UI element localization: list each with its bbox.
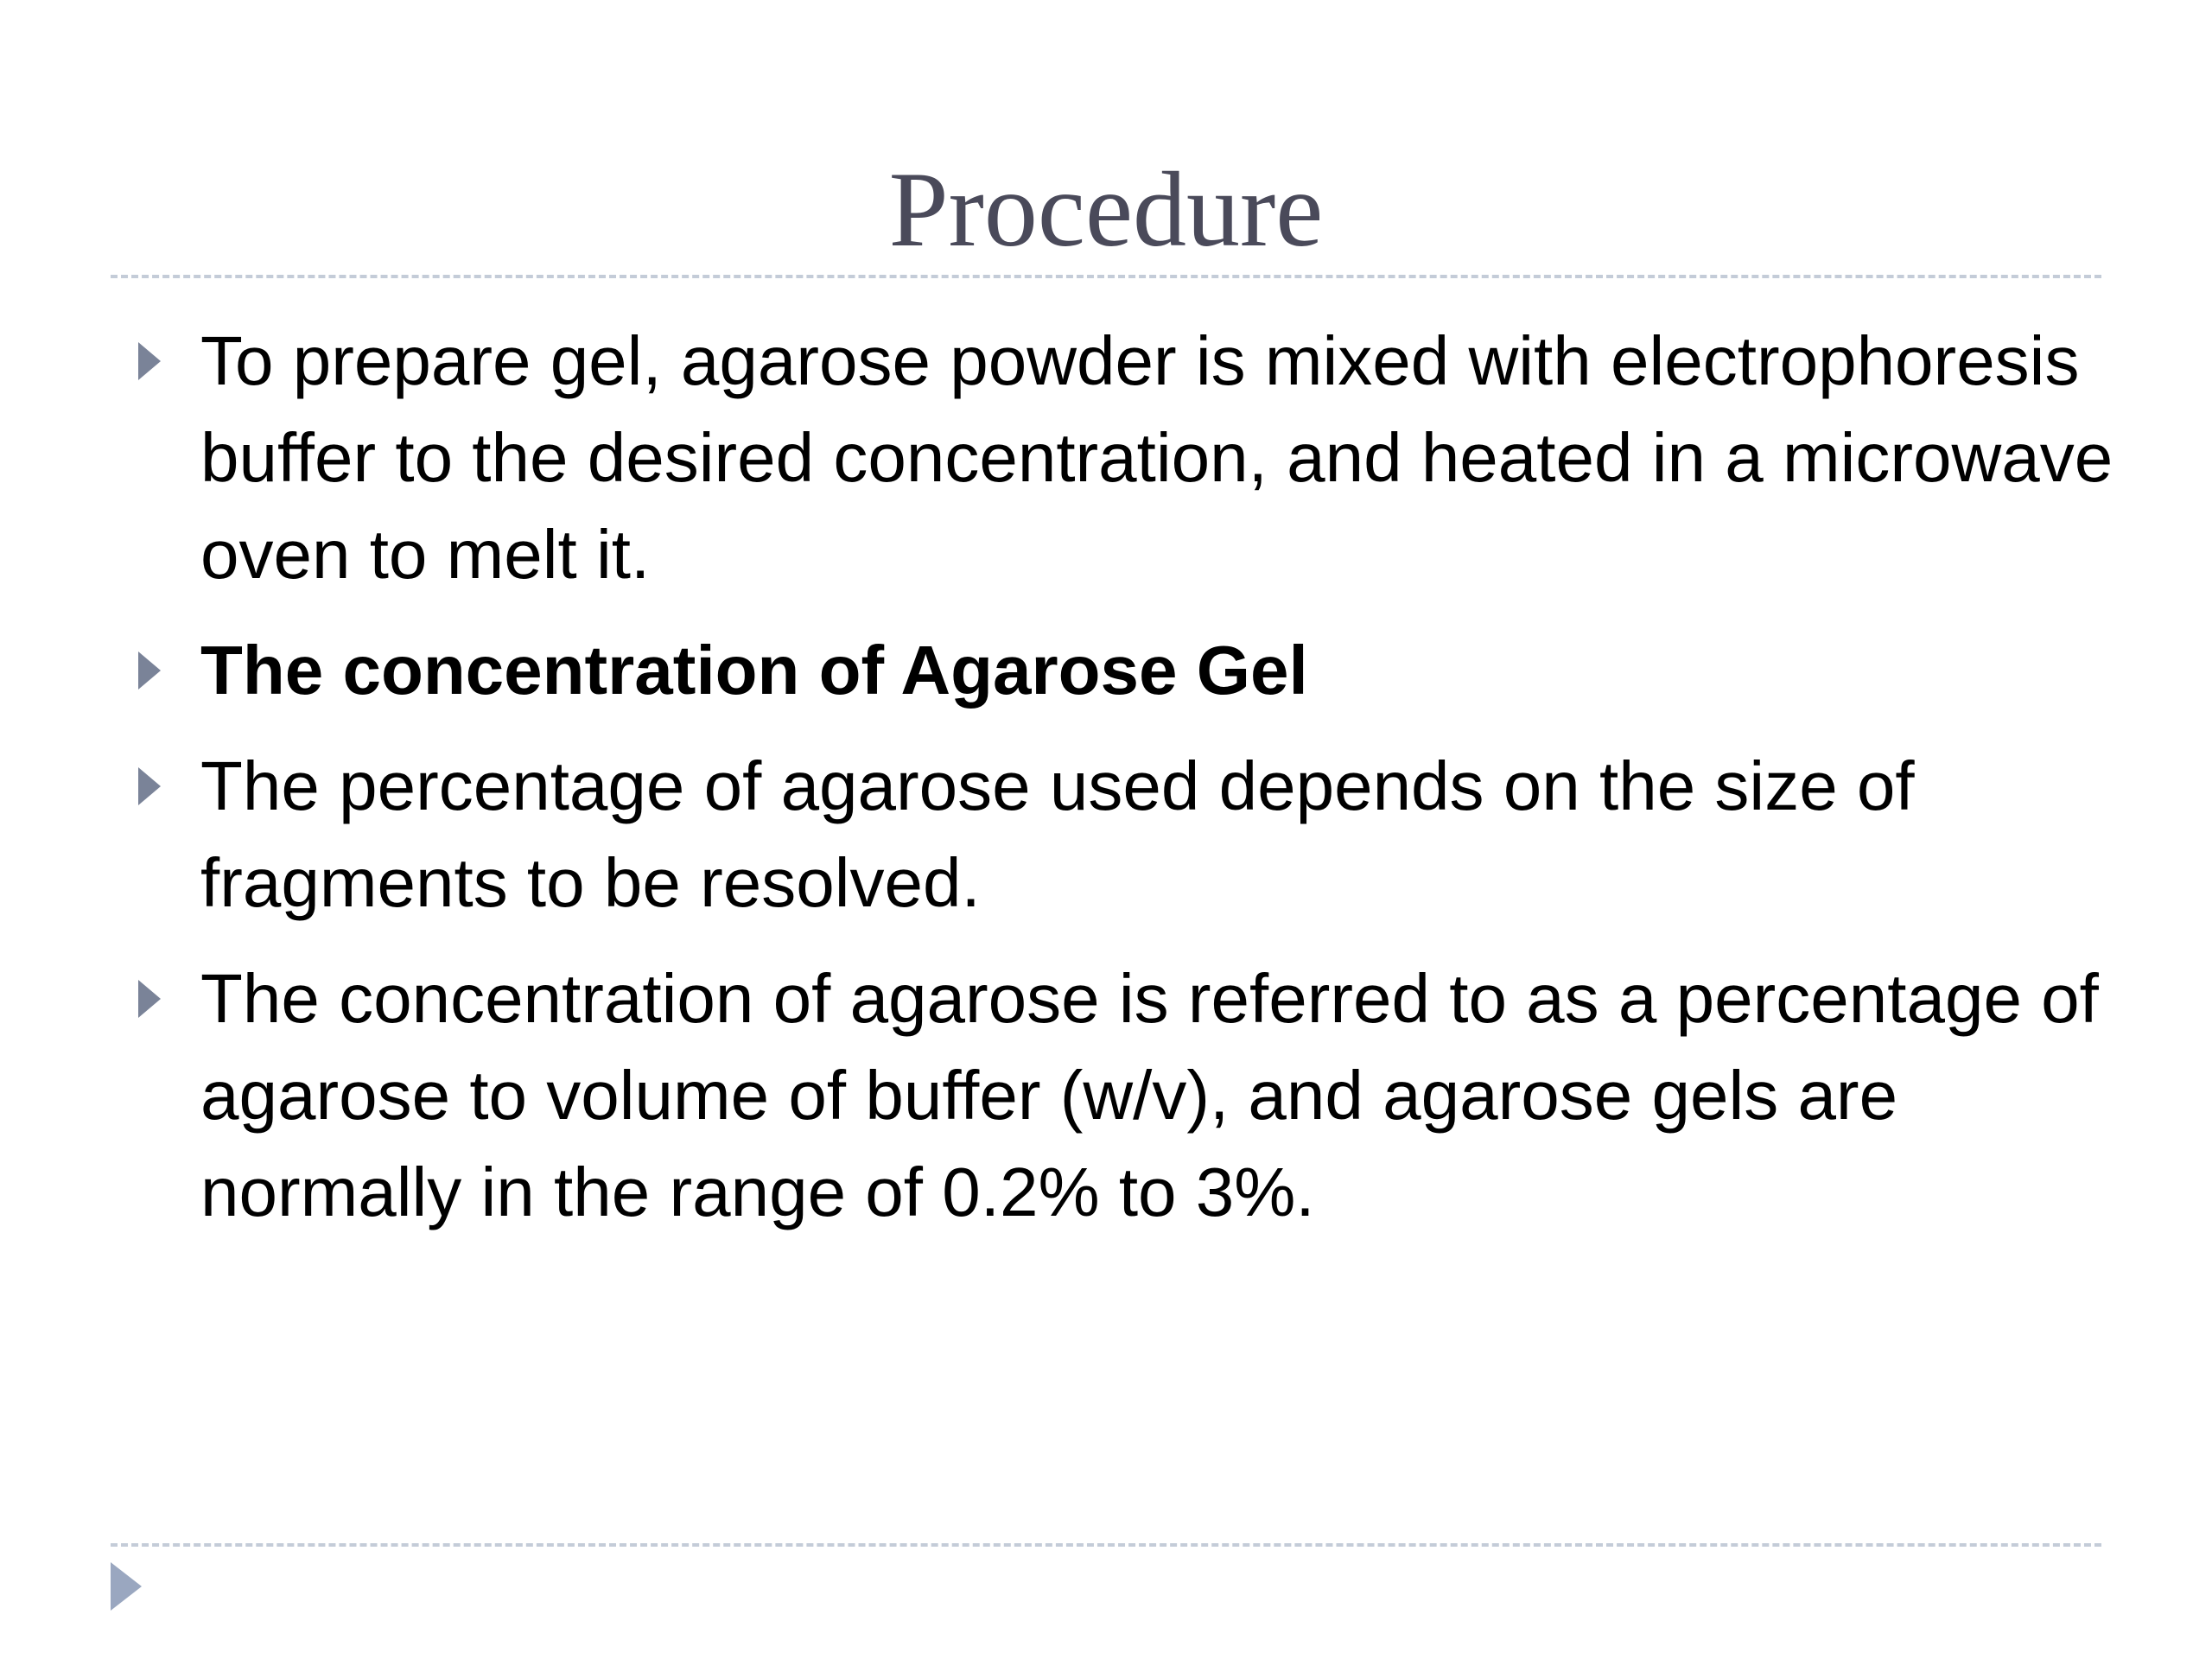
bullet-item (130, 622, 2117, 719)
title-divider (111, 275, 2101, 278)
triangle-right-icon (138, 980, 161, 1018)
slide-title: Procedure (888, 150, 1324, 269)
triangle-right-icon (138, 652, 161, 690)
triangle-right-icon (138, 342, 161, 380)
bullet-text: The concentration of agarose is referred to as a percentage of agarose to volume of buffer (w/v), and agarose gels are normally in the range of 0.2% to 3%. (200, 960, 2099, 1230)
next-slide-arrow-icon[interactable] (111, 1562, 142, 1611)
bullet-text: The percentage of agarose used depends on the size of fragments to be resolved. (200, 747, 1915, 921)
footer-divider (111, 1543, 2101, 1547)
bullet-item (130, 313, 2117, 603)
bullet-item (130, 950, 2117, 1241)
bullet-heading-text: The concentration of Agarose Gel (200, 632, 1308, 709)
bullet-text: To prepare gel, agarose powder is mixed with electrophoresis buffer to the desired concentration, and heated in a microwave oven to melt it. (200, 322, 2113, 593)
bullet-list (130, 313, 2117, 1260)
bullet-item (130, 738, 2117, 931)
triangle-right-icon (138, 767, 161, 805)
